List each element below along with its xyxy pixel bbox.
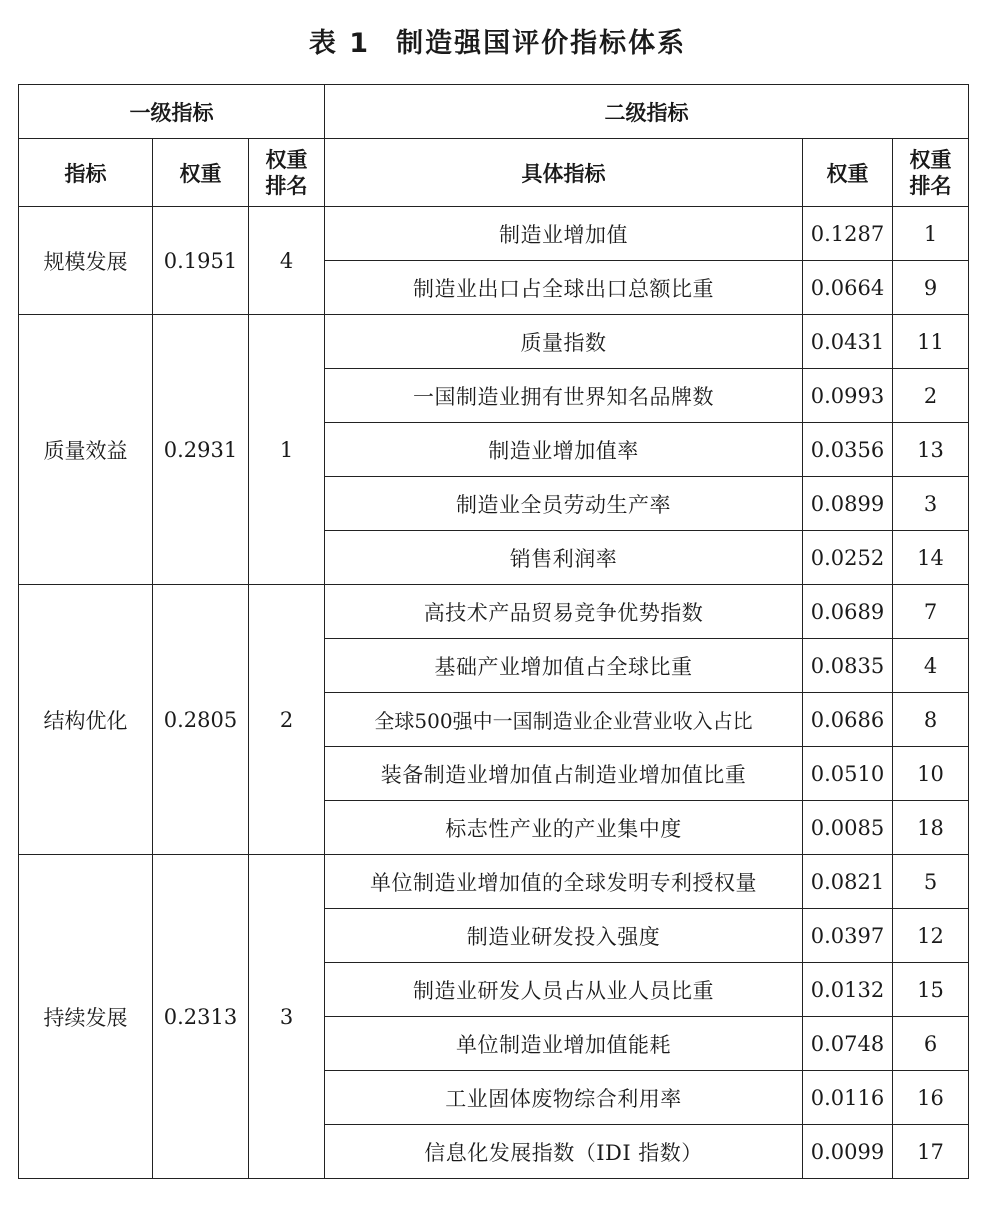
- sub-indicator-weight: 0.0132: [803, 963, 893, 1017]
- sub-indicator-weight: 0.0085: [803, 801, 893, 855]
- weight-col-header: 权重: [153, 139, 249, 207]
- sub-indicator-rank: 8: [893, 693, 969, 747]
- sub-indicator-name: 制造业研发人员占从业人员比重: [325, 963, 803, 1017]
- sub-indicator-name: 制造业增加值: [325, 207, 803, 261]
- level2-header: 二级指标: [325, 85, 969, 139]
- sub-indicator-weight: 0.0116: [803, 1071, 893, 1125]
- header-row-columns: [19, 139, 969, 207]
- sub-indicator-name: 单位制造业增加值的全球发明专利授权量: [325, 855, 803, 909]
- sub-indicator-weight: 0.0510: [803, 747, 893, 801]
- sub-indicator-rank: 13: [893, 423, 969, 477]
- sub-indicator-rank: 9: [893, 261, 969, 315]
- table-caption: [0, 22, 995, 66]
- sub-indicator-weight: 0.0748: [803, 1017, 893, 1071]
- sub-indicator-name: 制造业增加值率: [325, 423, 803, 477]
- sub-indicator-rank: 15: [893, 963, 969, 1017]
- sub-rank-col-header-line1: 权重: [909, 147, 952, 172]
- sub-indicator-name: 装备制造业增加值占制造业增加值比重: [325, 747, 803, 801]
- sub-indicator-rank: 5: [893, 855, 969, 909]
- sub-indicator-name: 高技术产品贸易竞争优势指数: [325, 585, 803, 639]
- sub-indicator-name: 销售利润率: [325, 531, 803, 585]
- group-weight: 0.2805: [153, 585, 249, 855]
- group-weight: 0.1951: [153, 207, 249, 315]
- sub-indicator-name: 工业固体废物综合利用率: [325, 1071, 803, 1125]
- sub-indicator-rank: 1: [893, 207, 969, 261]
- sub-indicator-weight: 0.0821: [803, 855, 893, 909]
- group-weight: 0.2313: [153, 855, 249, 1179]
- group-rank: 1: [249, 315, 325, 585]
- table-row: [19, 855, 969, 909]
- group-name: 持续发展: [19, 855, 153, 1179]
- sub-indicator-rank: 10: [893, 747, 969, 801]
- group-rank: 3: [249, 855, 325, 1179]
- sub-rank-col-header: [893, 139, 969, 207]
- sub-indicator-weight: 0.0431: [803, 315, 893, 369]
- header-row-top: [19, 85, 969, 139]
- rank-col-header-line1: 权重: [265, 147, 308, 172]
- sub-indicator-rank: 12: [893, 909, 969, 963]
- table-row: [19, 585, 969, 639]
- group-name: 规模发展: [19, 207, 153, 315]
- sub-indicator-name: 标志性产业的产业集中度: [325, 801, 803, 855]
- sub-indicator-name: 制造业全员劳动生产率: [325, 477, 803, 531]
- sub-indicator-rank: 3: [893, 477, 969, 531]
- sub-indicator-rank: 17: [893, 1125, 969, 1179]
- sub-indicator-name: 一国制造业拥有世界知名品牌数: [325, 369, 803, 423]
- sub-indicator-weight: 0.0397: [803, 909, 893, 963]
- sub-indicator-weight: 0.0899: [803, 477, 893, 531]
- sub-indicator-weight: 0.0099: [803, 1125, 893, 1179]
- group-rank: 2: [249, 585, 325, 855]
- rank-col-header-line2: 排名: [265, 173, 308, 198]
- group-rank: 4: [249, 207, 325, 315]
- sub-indicator-rank: 2: [893, 369, 969, 423]
- sub-indicator-rank: 16: [893, 1071, 969, 1125]
- sub-indicator-weight: 0.0252: [803, 531, 893, 585]
- sub-indicator-name: 基础产业增加值占全球比重: [325, 639, 803, 693]
- sub-indicator-name: 全球500强中一国制造业企业营业收入占比: [325, 693, 803, 747]
- sub-rank-col-header-line2: 排名: [909, 173, 952, 198]
- sub-indicator-name: 单位制造业增加值能耗: [325, 1017, 803, 1071]
- sub-indicator-weight: 0.1287: [803, 207, 893, 261]
- sub-indicator-rank: 14: [893, 531, 969, 585]
- sub-indicator-weight: 0.0356: [803, 423, 893, 477]
- table-row: [19, 207, 969, 261]
- sub-indicator-name: 信息化发展指数（IDI 指数）: [325, 1125, 803, 1179]
- sub-indicator-weight: 0.0664: [803, 261, 893, 315]
- sub-indicator-name: 质量指数: [325, 315, 803, 369]
- specific-col-header: 具体指标: [325, 139, 803, 207]
- sub-indicator-name: 制造业出口占全球出口总额比重: [325, 261, 803, 315]
- table-row: [19, 315, 969, 369]
- sub-indicator-rank: 6: [893, 1017, 969, 1071]
- sub-indicator-rank: 18: [893, 801, 969, 855]
- sub-indicator-name: 制造业研发投入强度: [325, 909, 803, 963]
- sub-indicator-weight: 0.0993: [803, 369, 893, 423]
- sub-indicator-rank: 4: [893, 639, 969, 693]
- rank-col-header: [249, 139, 325, 207]
- sub-indicator-weight: 0.0686: [803, 693, 893, 747]
- sub-indicator-rank: 7: [893, 585, 969, 639]
- sub-indicator-weight: 0.0689: [803, 585, 893, 639]
- indicator-table: [18, 84, 969, 1179]
- table-number: 表 1: [308, 28, 371, 59]
- group-name: 质量效益: [19, 315, 153, 585]
- table-title: 制造强国评价指标体系: [396, 28, 687, 59]
- level1-header: 一级指标: [19, 85, 325, 139]
- sub-indicator-weight: 0.0835: [803, 639, 893, 693]
- sub-weight-col-header: 权重: [803, 139, 893, 207]
- group-name: 结构优化: [19, 585, 153, 855]
- sub-indicator-rank: 11: [893, 315, 969, 369]
- group-weight: 0.2931: [153, 315, 249, 585]
- indicator-col-header: 指标: [19, 139, 153, 207]
